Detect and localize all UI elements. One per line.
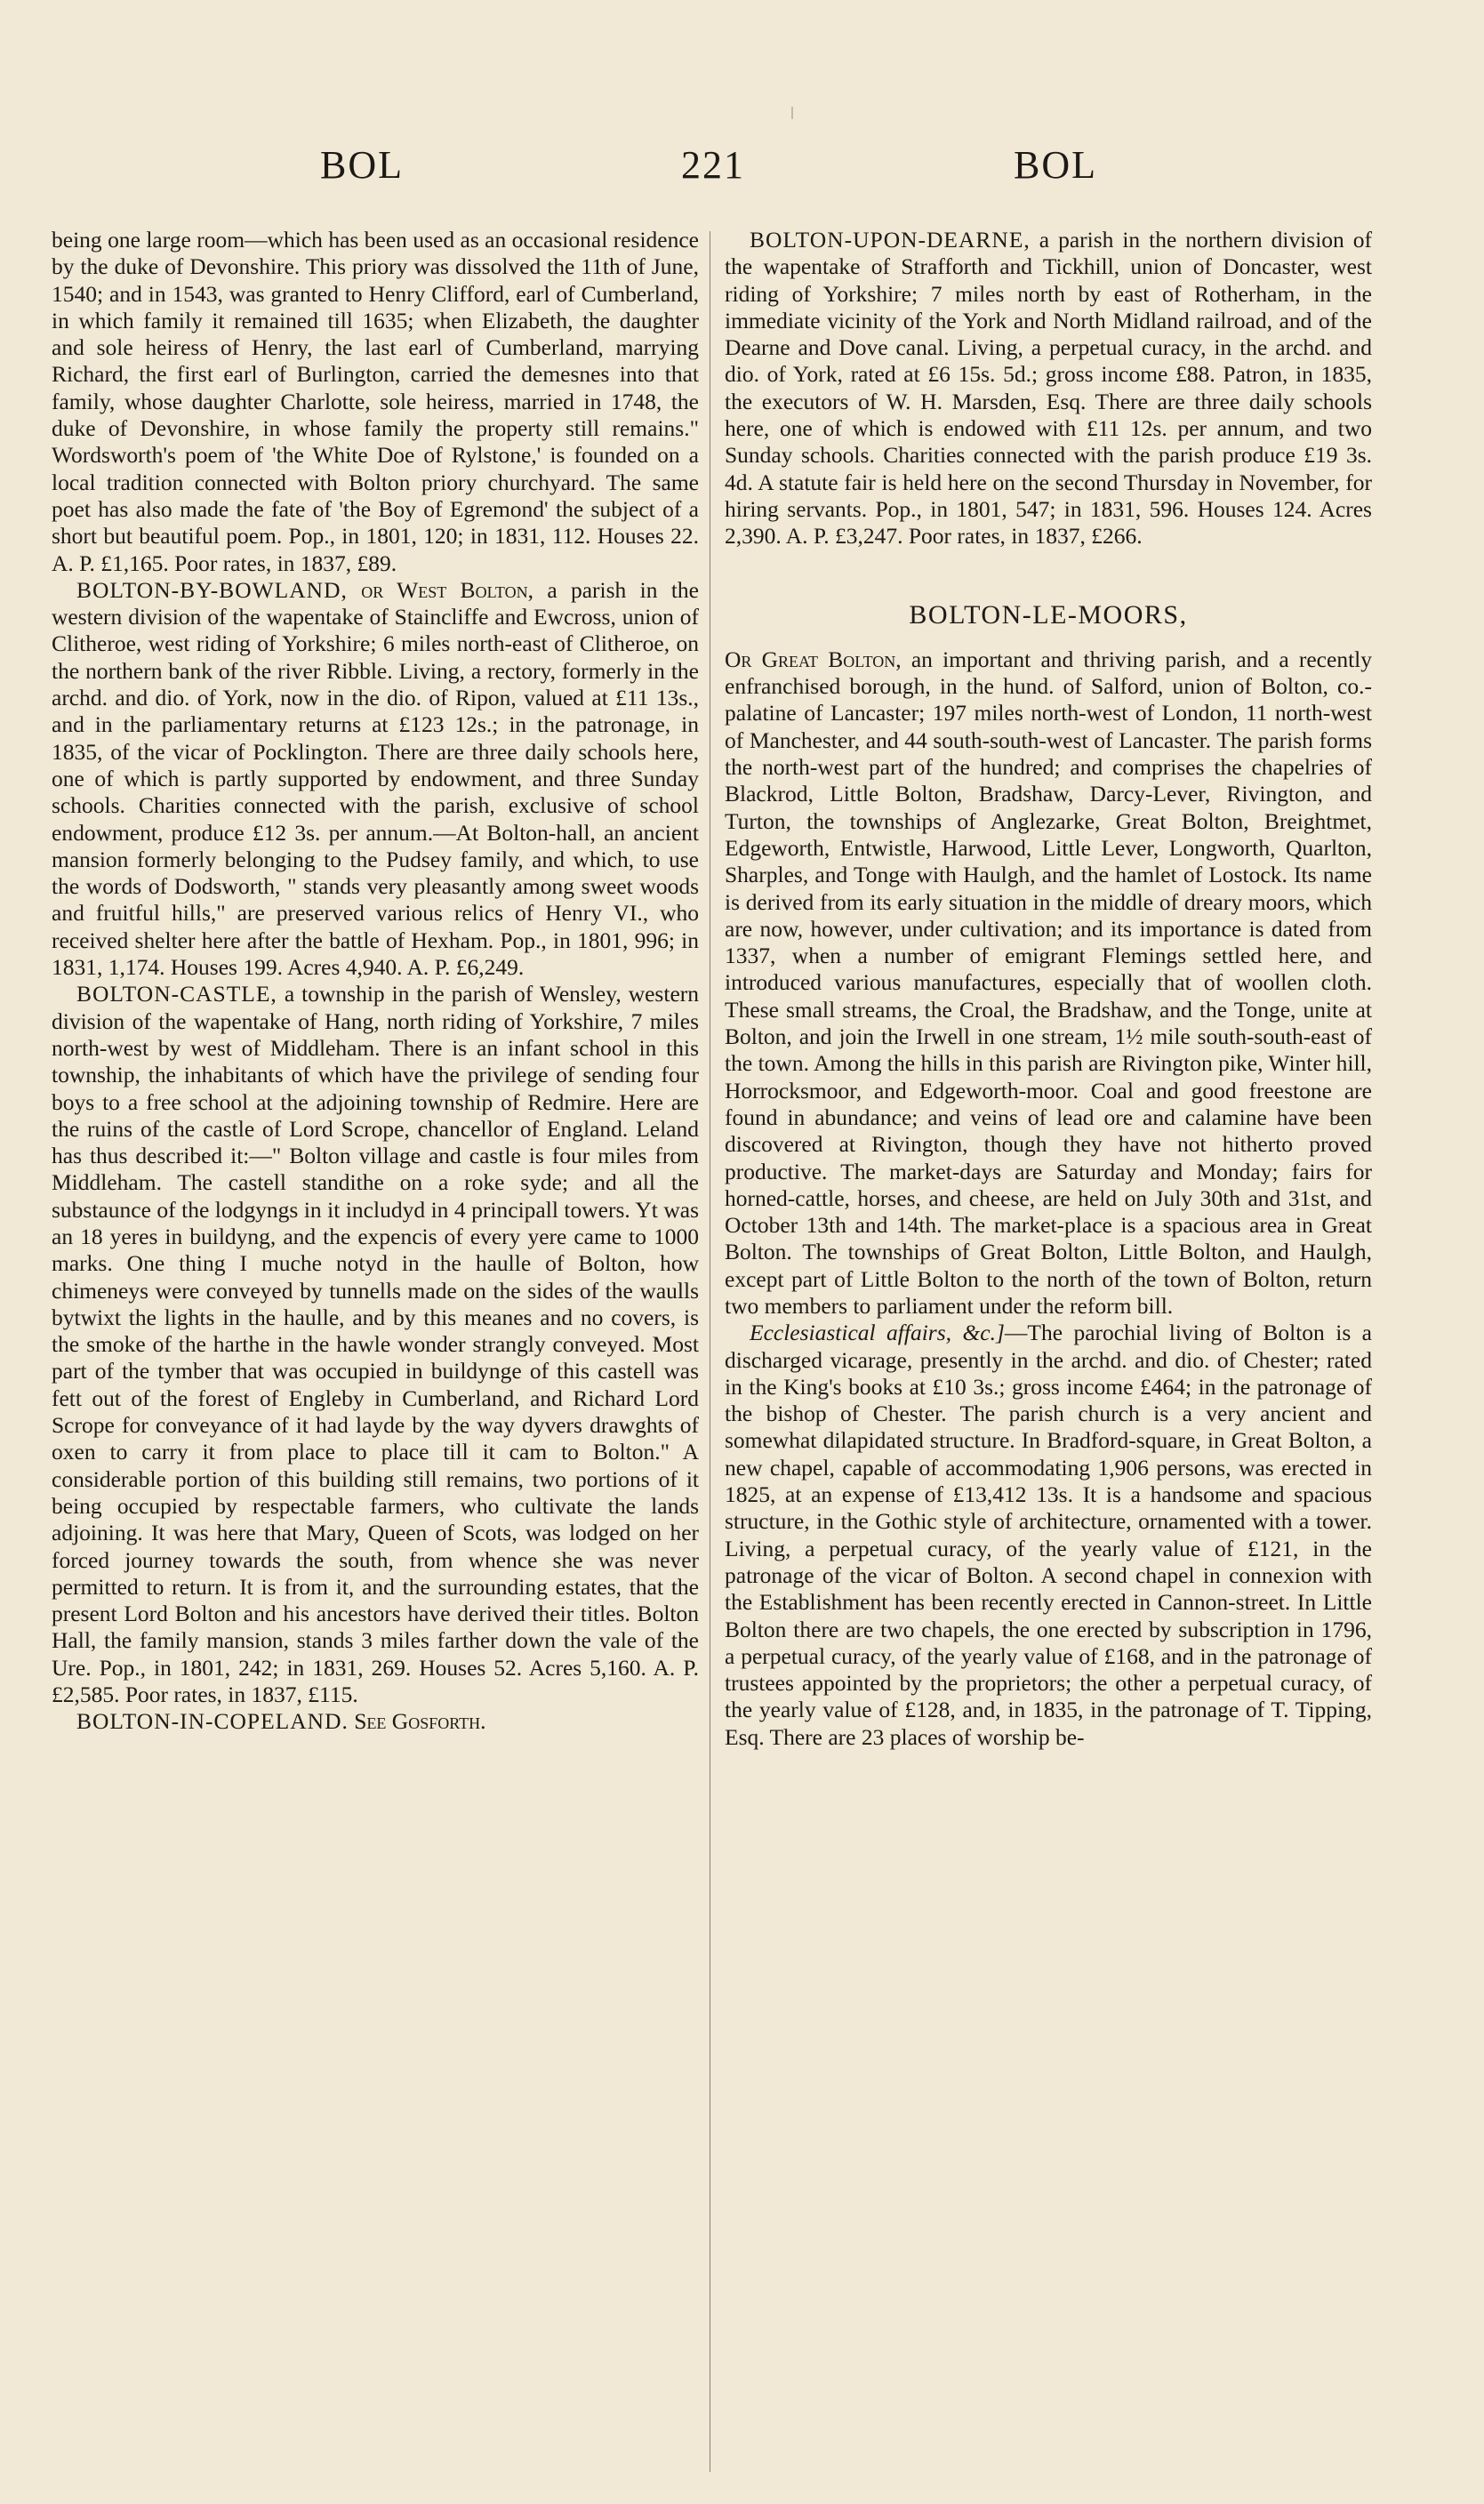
bolton-le-moors-intro <box>725 646 1372 1320</box>
entry-heading: BOLTON-BY-BOWLAND, <box>76 576 348 603</box>
section-title: BOLTON-LE-MOORS, <box>909 599 1188 630</box>
entry-heading: BOLTON-UPON-DEARNE, <box>750 227 1031 253</box>
entry-bolton-upon-dearne <box>725 227 1372 550</box>
header-left-word: BOL <box>320 143 404 187</box>
entry-bolton-castle <box>52 981 699 1708</box>
entry-bolton-by-bowland <box>52 577 699 981</box>
entry-alt-name: or West Bolton, <box>361 576 533 603</box>
subsection-body: —The parochial living of Bolton is a discharged vicarage, presently in the archd. and dio. of Chester; rated in the King's books at £10 3s.; gross income £464; in the patronage of the bishop of Chester. The parish church is a very ancient and somewhat dilapidated structure. In Bradford-square, in Great Bolton, a new chapel, capable of accommodating 1,906 persons, was erected in 1825, at an expense of £13,412 13s. It is a handsome and spacious structure, in the Gothic style of architecture, ornamented with a tower. Living, a perpetual curacy, of the yearly value of £121, in the patronage of the vicar of Bolton. A second chapel in connexion with the Establishment has been recently erected in Cannon-street. In Little Bolton there are two chapels, the one erected by subscription in 1796, a perpetual curacy, of the yearly value of £168, and in the patronage of trustees appointed by the proprietors; the other a perpetual curacy, of the yearly value of £128, and, in 1835, in the patronage of T. Tipping, Esq. There are 23 places of worship be- <box>725 1320 1372 1750</box>
intro-body: an important and thriving parish, and a recently enfranchised borough, in the hund. of Salford, union of Bolton, co.-palatine of Lancaster; 197 miles north-west of London, 11 north-west of Manchester, and 44 south-south-west of Lancaster. The parish forms the north-west part of the hundred; and comprises the chapelries of Blackrod, Little Bolton, Bradshaw, Darcy-Lever, Rivington, and Turton, the townships of Anglezarke, Great Bolton, Breightmet, Edgeworth, Entwistle, Harwood, Little Lever, Longworth, Quarlton, Sharples, and Tonge with Haulgh, and the hamlet of Lostock. Its name is derived from its early situation in the middle of dreary moors, which are now, however, under cultivation; and its importance is dated from 1337, when a number of emigrant Flemings settled here, and introduced various manufactures, especially that of woollen cloth. These small streams, the Croal, the Bradshaw, and the Tonge, unite at Bolton, and join the Irwell in one stream, 1½ mile south-south-east of the town. Among the hills in this parish are Rivington pike, Winter hill, Horrocksmoor, and Edgeworth-moor. Coal and good freestone are found in abundance; and veins of lead ore and calamine have been discovered at Rivington, though they have not hitherto proved productive. The market-days are Saturday and Monday; fairs for horned-cattle, horses, and cheese, are held on July 30th and 31st, and October 13th and 14th. The market-place is a spacious area in Great Bolton. The townships of Great Bolton, Little Bolton, and Haulgh, except part of Little Bolton to the north of the town of Bolton, return two members to parliament under the reform bill. <box>725 646 1372 1319</box>
entry-body: a parish in the northern division of the wapentake of Strafforth and Tickhill, union of Doncaster, west riding of Yorkshire; 7 miles north by east of Rotherham, in the immediate vicinity of the York and North Midland railroad, and of the Dearne and Dove canal. Living, a perpetual curacy, in the archd. and dio. of York, rated at £6 15s. 5d.; gross income £88. Patron, in 1835, the executors of W. H. Marsden, Esq. There are three daily schools here, one of which is endowed with £11 12s. per annum, and two Sunday schools. Charities connected with the parish produce £19 3s. 4d. A statute fair is held here on the second Thursday in November, for hiring servants. Pop., in 1801, 547; in 1831, 596. Houses 124. Acres 2,390. A. P. £3,247. Poor rates, in 1837, £266. <box>725 227 1372 550</box>
alt-name-lead: Or Great Bolton, <box>725 646 902 672</box>
continued-paragraph: being one large room—which has been used as an occasional residence by the duke of Devonshire. This priory was dissolved the 11th of June, 1540; and in 1543, was granted to Henry Clifford, earl of Cumberland, in which family it remained till 1635; when Elizabeth, the daughter and sole heiress of Henry, the last earl of Cumberland, marrying Richard, the first earl of Burlington, carried the demesnes into that family, whose daughter Charlotte, sole heiress, married in 1748, the duke of Devonshire, in whose family the property still remains." Wordsworth's poem of 'the White Doe of Rylstone,' is founded on a local tradition connected with Bolton priory churchyard. The same poet has also made the fate of 'the Boy of Egremond' the subject of a short but beautiful poem. Pop., in 1801, 120; in 1831, 112. Houses 22. A. P. £1,165. Poor rates, in 1837, £89. <box>52 227 699 576</box>
cross-reference: See Gosforth. <box>354 1708 486 1735</box>
page-number: 221 <box>681 143 745 187</box>
header-right-word: BOL <box>1014 143 1097 187</box>
entry-bolton-in-copeland <box>52 1708 699 1735</box>
entry-body: a parish in the western division of the wapentake of Staincliffe and Ewcross, union of Clitheroe, west riding of Yorkshire; 6 miles north-east of Clitheroe, on the northern bank of the river Ribble. Living, a rectory, formerly in the archd. and dio. of York, now in the dio. of Ripon, valued at £11 13s., and in the parliamentary returns at £123 12s.; in the patronage, in 1835, of the vicar of Pocklington. There are three daily schools here, one of which is partly supported by endowment, and three Sunday schools. Charities connected with the parish, exclusive of school endowment, produce £12 3s. per annum.—At Bolton-hall, an ancient mansion formerly belonging to the Pudsey family, and which, to use the words of Dodsworth, " stands very pleasantly among sweet woods and fruitful hills," are preserved various relics of Henry VI., who received shelter here after the battle of Hexham. Pop., in 1801, 996; in 1831, 1,174. Houses 199. Acres 4,940. A. P. £6,249. <box>52 576 700 981</box>
subsection-lead: Ecclesiastical affairs, &c.] <box>750 1320 1005 1346</box>
entry-heading: BOLTON-CASTLE, <box>76 981 277 1007</box>
running-header <box>0 142 1484 196</box>
right-column <box>725 227 1372 1751</box>
entry-body: a township in the parish of Wensley, western division of the wapentake of Hang, north riding of Yorkshire, 7 miles north-west by west of Middleham. There is an infant school in this township, the inhabitants of which have the privilege of sending four boys to a free school at the adjoining township of Redmire. Here are the ruins of the castle of Lord Scrope, chancellor of England. Leland has thus described it:—" Bolton village and castle is four miles from Middleham. The castell standithe on a roke syde; and all the substaunce of the lodgyngs in it includyd in 4 principall towers. Yt was an 18 yeres in buildyng, and the expencis of every yere came to 1000 marks. One thing I muche notyd in the haulle of Bolton, how chimeneys were conveyed by tunnells made on the sides of the waulls bytwixt the lights in the haulle, and by this meanes and no covers, is the smoke of the harthe in the hawle wonder strangly conveyed. Most part of the tymber that was occupied in buildynge of this castell was fett out of the forest of Engleby in Cumberland, and Richard Lord Scrope for conveyance of it had layde by the way dyvers drawghts of oxen to carry it from place to place till it cam to Bolton." A considerable portion of this building still remains, two portions of it being occupied by respectable farmers, who cultivate the lands adjoining. It was here that Mary, Queen of Scots, was lodged on her forced journey towards the south, from whence she was never permitted to return. It is from it, and the surrounding estates, that the present Lord Bolton and his ancestors have derived their titles. Bolton Hall, the family mansion, stands 3 miles farther down the vale of the Ure. Pop., in 1801, 242; in 1831, 269. Houses 52. Acres 5,160. A. P. £2,585. Poor rates, in 1837, £115. <box>52 981 700 1708</box>
page-mark <box>791 107 793 119</box>
entry-heading: BOLTON-IN-COPELAND. <box>76 1708 349 1735</box>
ecclesiastical-affairs <box>725 1320 1372 1751</box>
left-column <box>52 227 699 1736</box>
